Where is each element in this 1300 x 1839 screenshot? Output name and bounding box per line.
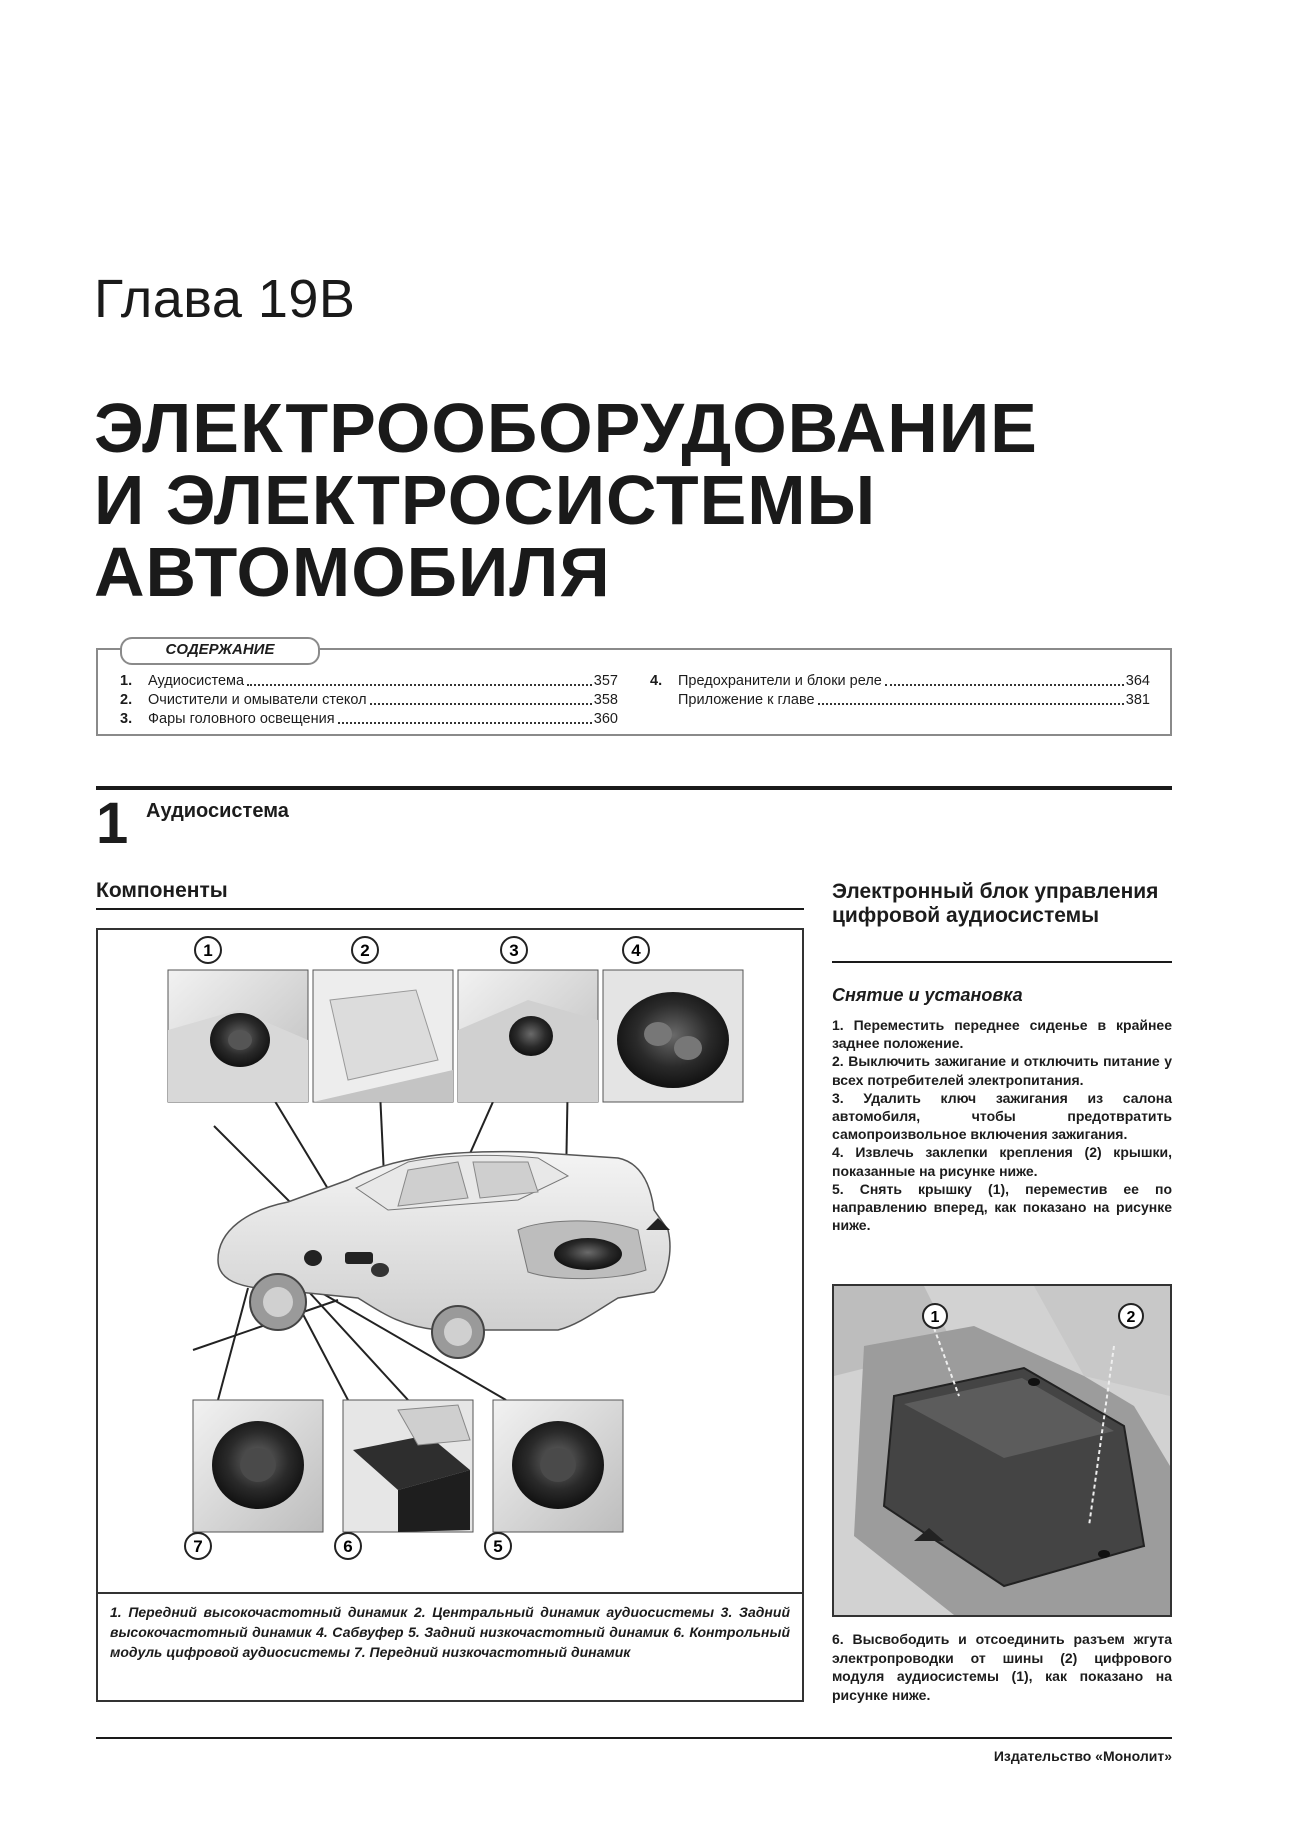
marker-label: 2 — [1126, 1309, 1136, 1326]
procedure-steps — [832, 1016, 1172, 1234]
marker-label: 4 — [631, 941, 641, 960]
heading-underline — [832, 961, 1172, 963]
photo-front-woofer — [193, 1400, 323, 1532]
cover-photo — [832, 1284, 1172, 1617]
module-heading: Электронный блок управления цифровой аудиосистемы — [832, 880, 1159, 927]
title-line: ЭЛЕКТРООБОРУДОВАНИЕ — [94, 389, 1038, 467]
toc-entry[interactable]: 1. Аудиосистема 357 — [120, 673, 618, 689]
toc-column-right — [650, 672, 1150, 710]
figure-caption: 1. Передний высокочастотный динамик 2. Центральный динамик аудиосистемы 3. Задний высокочастотный динамик 4. Сабвуфер 5. Задний низкочастотный динамик 6. Контрольный модуль цифровой аудиосистемы 7. Передний низкочастотный динамик — [98, 1592, 802, 1700]
toc-page: 381 — [1125, 692, 1150, 708]
marker-label: 1 — [203, 941, 213, 960]
chapter-label: Глава 19В — [94, 269, 356, 329]
marker-label: 5 — [493, 1537, 503, 1556]
procedure-step: 3. Удалить ключ зажигания из салона автомобиля, чтобы предотвратить самопроизвольное включения зажигания. — [832, 1089, 1172, 1143]
photo-subwoofer — [603, 970, 743, 1102]
photo-front-tweeter — [168, 970, 308, 1102]
procedure-heading: Снятие и установка — [832, 985, 1023, 1005]
chapter-title — [94, 389, 1114, 611]
section-title: Аудиосистема — [146, 800, 289, 822]
toc-entry[interactable]: 3. Фары головного освещения 360 — [120, 711, 618, 727]
toc-page: 360 — [593, 711, 618, 727]
toc-entry[interactable]: 2. Очистители и омыватели стекол 358 — [120, 692, 618, 708]
toc-label: СОДЕРЖАНИЕ — [120, 637, 320, 665]
toc-entry[interactable]: 4. Предохранители и блоки реле 364 — [650, 673, 1150, 689]
section-number: 1 — [96, 791, 129, 856]
toc-page: 364 — [1125, 673, 1150, 689]
components-illustration — [98, 930, 802, 1594]
photo-rear-woofer — [493, 1400, 623, 1532]
publisher-footer: Издательство «Монолит» — [993, 1748, 1172, 1764]
components-heading: Компоненты — [96, 879, 228, 902]
procedure-step: 2. Выключить зажигание и отключить питание у всех потребителей электропитания. — [832, 1053, 1172, 1088]
table-of-contents — [96, 641, 1172, 736]
title-line: И ЭЛЕКТРОСИСТЕМЫ — [94, 461, 877, 539]
marker-label: 3 — [509, 941, 519, 960]
toc-column-left — [120, 672, 618, 729]
marker-label: 1 — [930, 1309, 940, 1326]
toc-page: 358 — [593, 692, 618, 708]
components-figure — [96, 928, 804, 1702]
heading-underline — [96, 908, 804, 910]
photo-center-speaker — [313, 970, 453, 1102]
footer-divider — [96, 1737, 1172, 1739]
procedure-step: 6. Высвободить и отсоединить разъем жгута электропроводки от шины (2) цифрового модуля аудиосистемы (1), как показано на рисунке ниже. — [832, 1631, 1172, 1703]
car-illustration — [218, 1152, 670, 1358]
toc-entry[interactable]: Приложение к главе 381 — [678, 692, 1150, 708]
procedure-step: 5. Снять крышку (1), переместив ее по направлению вперед, как показано на рисунке ниже. — [832, 1180, 1172, 1234]
section-divider — [96, 786, 1172, 790]
procedure-step: 4. Извлечь заклепки крепления (2) крышки, показанные на рисунке ниже. — [832, 1144, 1172, 1179]
cover-illustration — [834, 1286, 1170, 1615]
photo-rear-tweeter — [458, 970, 598, 1102]
toc-page: 357 — [593, 673, 618, 689]
photo-control-module — [343, 1400, 473, 1532]
marker-label: 6 — [343, 1537, 353, 1556]
marker-label: 2 — [360, 941, 370, 960]
marker-label: 7 — [193, 1537, 203, 1556]
procedure-steps-continued — [832, 1630, 1172, 1704]
title-line: АВТОМОБИЛЯ — [94, 533, 611, 611]
procedure-step: 1. Переместить переднее сиденье в крайнее заднее положение. — [832, 1017, 1172, 1052]
